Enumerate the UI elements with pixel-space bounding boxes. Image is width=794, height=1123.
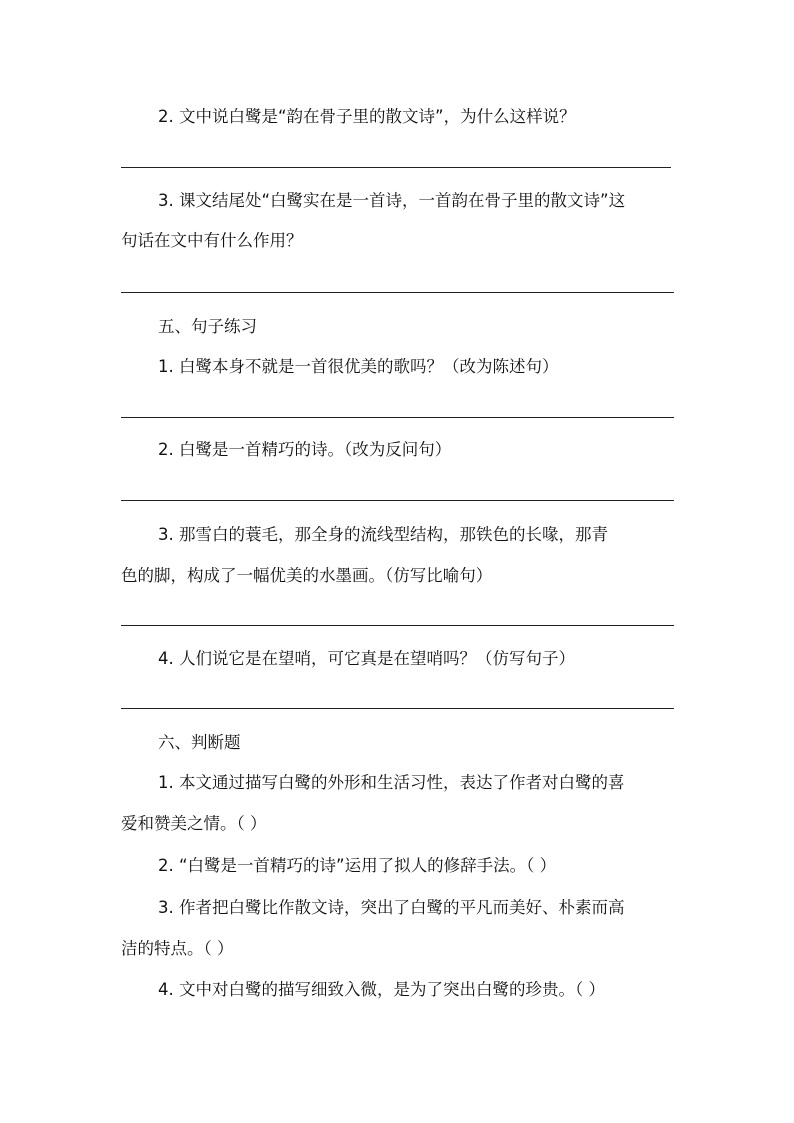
q3-line-1: 3. 课文结尾处“白鹭实在是一首诗，一首韵在骨子里的散文诗”这 [158, 191, 626, 210]
answer-line [121, 292, 674, 293]
s6-q1-line-2: 爱和赞美之情。（ ） [121, 814, 267, 833]
s6-q2: 2. “白鹭是一首精巧的诗”运用了拟人的修辞手法。（ ） [158, 856, 557, 875]
answer-line [121, 625, 674, 626]
s6-q3-line-2: 洁的特点。（ ） [121, 939, 234, 958]
s6-q1-line-1: 1. 本文通过描写白鹭的外形和生活习性，表达了作者对白鹭的喜 [158, 773, 625, 792]
s5-q1: 1. 白鹭本身不就是一首很优美的歌吗？（改为陈述句） [158, 357, 559, 376]
answer-line [121, 708, 674, 709]
s5-q3-line-2: 色的脚，构成了一幅优美的水墨画。（仿写比喻句） [121, 566, 493, 585]
s6-q3-line-1: 3. 作者把白鹭比作散文诗，突出了白鹭的平凡而美好、朴素而高 [158, 898, 625, 917]
answer-line [121, 167, 671, 168]
s5-q4: 4. 人们说它是在望哨，可它真是在望哨吗？（仿写句子） [158, 649, 575, 668]
answer-line [121, 417, 674, 418]
section-5-title: 五、句子练习 [158, 317, 257, 336]
q3-line-2: 句话在文中有什么作用？ [121, 231, 303, 250]
s5-q2: 2. 白鹭是一首精巧的诗。（改为反问句） [158, 440, 452, 459]
s6-q4: 4. 文中对白鹭的描写细致入微，是为了突出白鹭的珍贵。（ ） [158, 980, 605, 999]
q2-title: 2. 文中说白鹭是“韵在骨子里的散文诗”，为什么这样说？ [158, 107, 576, 126]
section-6-title: 六、判断题 [158, 733, 241, 752]
answer-line [121, 500, 674, 501]
s5-q3-line-1: 3. 那雪白的蓑毛，那全身的流线型结构，那铁色的长喙，那青 [158, 525, 608, 544]
